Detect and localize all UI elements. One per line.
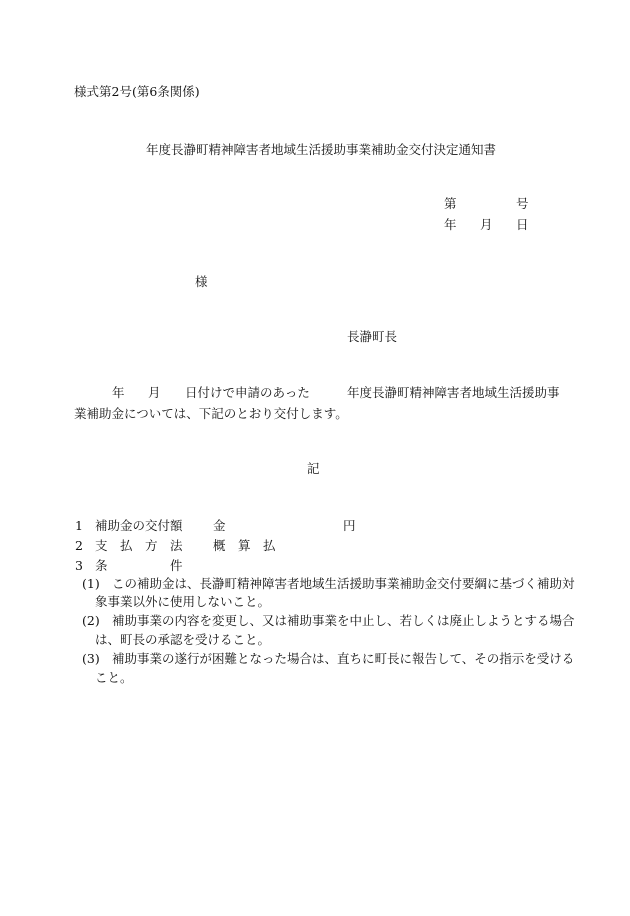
body-line-2: 業補助金については、下記のとおり交付します。	[74, 406, 348, 421]
body-text-1: 日付けで申請のあった	[185, 385, 310, 400]
document-title: 年度長瀞町精神障害者地域生活援助事業補助金交付決定通知書	[146, 142, 497, 157]
condition-1-line-1: この補助金は、長瀞町精神障害者地域生活援助事業補助金交付要綱に基づく補助対	[112, 576, 575, 591]
condition-3-line-2: こと。	[95, 670, 133, 685]
date-day: 日	[516, 217, 529, 232]
condition-1-line-2: 象事業以外に使用しないこと。	[95, 594, 271, 609]
item-2-label: 支 払 方 法	[95, 538, 183, 553]
condition-3-line-1: 補助事業の遂行が困難となった場合は、直ちに町長に報告して、その指示を受ける	[112, 651, 575, 666]
condition-2-line-1: 補助事業の内容を変更し、又は補助事業を中止し、若しくは廃止しようとする場合	[112, 613, 575, 628]
issuer: 長瀞町長	[347, 329, 398, 344]
addressee-sama: 様	[195, 274, 208, 289]
date-month: 月	[480, 217, 493, 232]
item-1-label: 補助金の交付額	[95, 518, 183, 533]
doc-number-dai: 第	[444, 196, 457, 211]
item-2-number: 2	[75, 538, 83, 553]
body-month: 月	[148, 385, 161, 400]
condition-1-number: (1)	[82, 576, 100, 591]
condition-2-number: (2)	[82, 613, 100, 628]
body-text-2: 年度長瀞町精神障害者地域生活援助事	[347, 385, 560, 400]
date-year: 年	[444, 217, 457, 232]
item-2-value: 概 算 払	[213, 538, 276, 553]
item-1-unit: 円	[343, 518, 356, 533]
item-1-number: 1	[75, 518, 83, 533]
item-3-label: 条 件	[95, 558, 183, 573]
ki-heading: 記	[307, 461, 320, 476]
form-number: 様式第2号(第6条関係)	[74, 84, 200, 99]
body-year: 年	[112, 385, 125, 400]
item-1-value: 金	[213, 518, 226, 533]
item-3-number: 3	[75, 558, 83, 573]
condition-3-number: (3)	[82, 651, 100, 666]
doc-number-go: 号	[516, 196, 529, 211]
condition-2-line-2: は、町長の承認を受けること。	[95, 632, 271, 647]
